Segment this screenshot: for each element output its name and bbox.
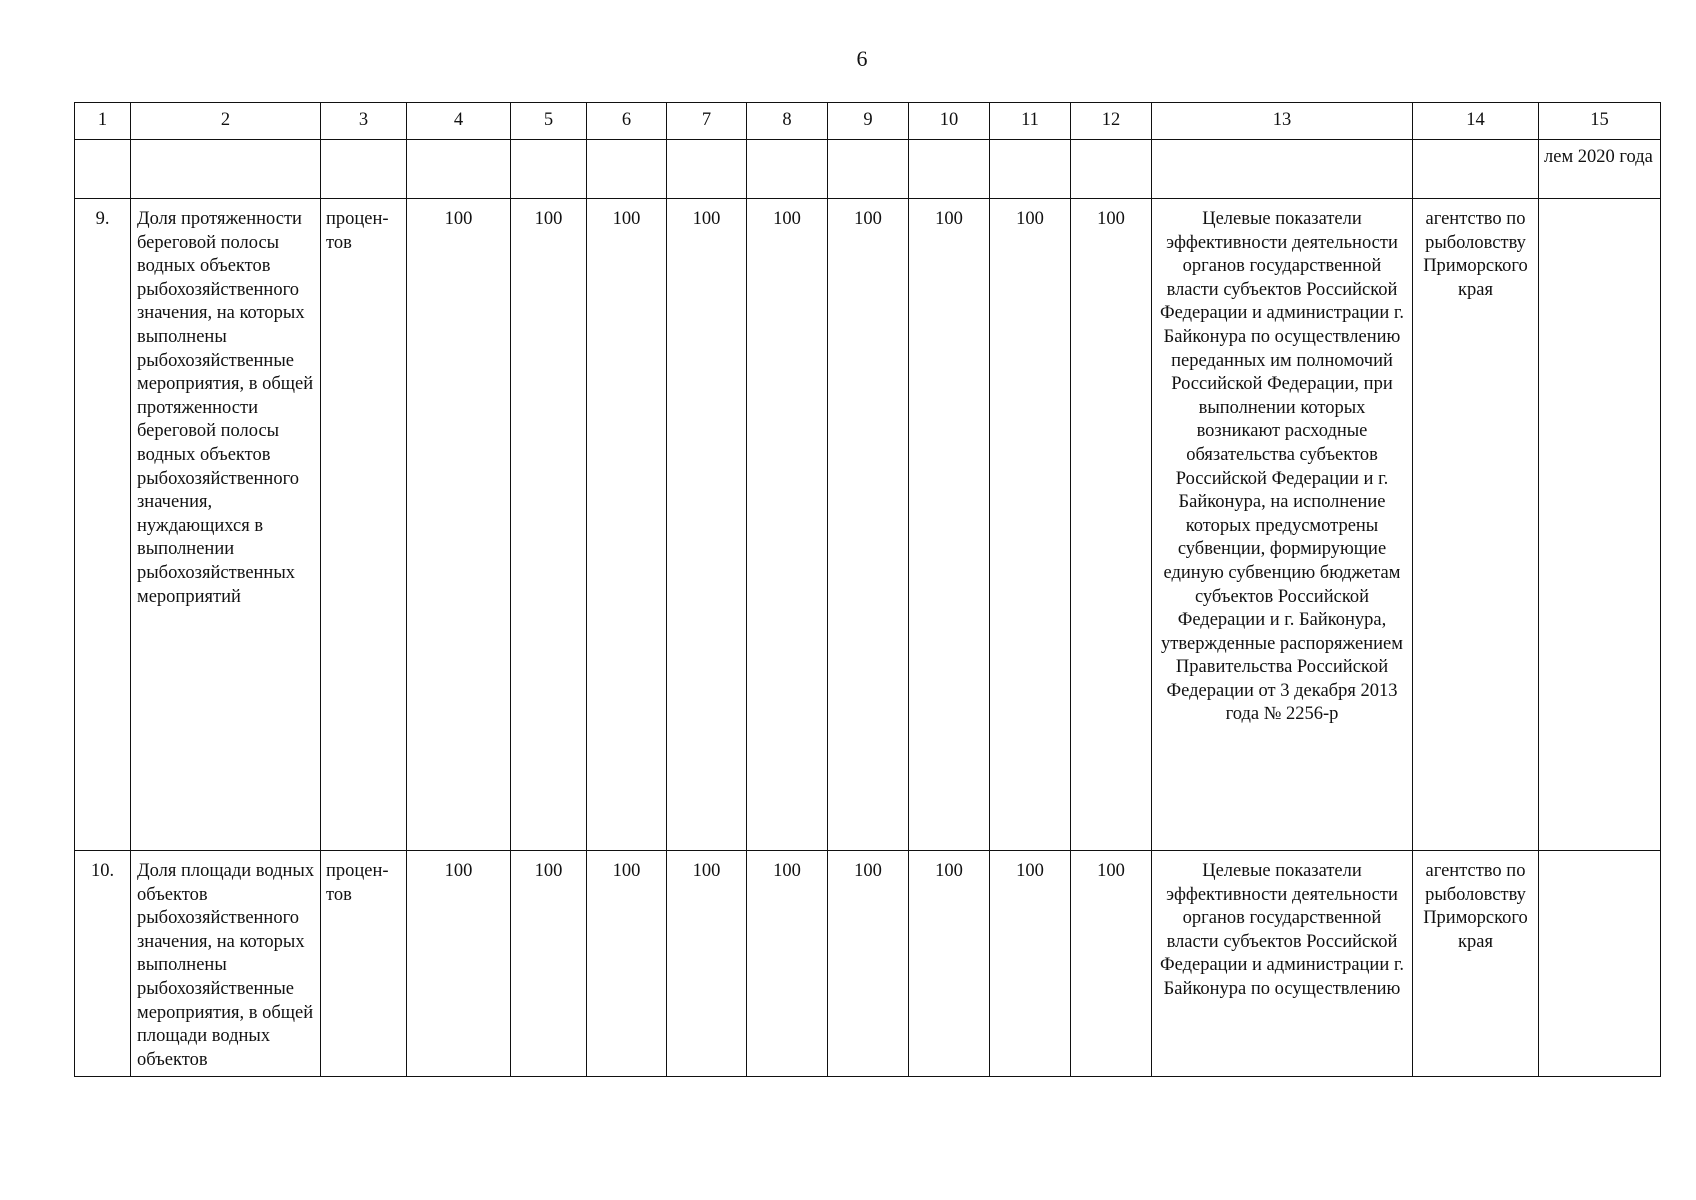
header-row bbox=[75, 103, 1661, 140]
col-header-9: 9 bbox=[828, 103, 909, 140]
value-cell: 100 bbox=[747, 199, 828, 851]
value-cell: 100 bbox=[747, 851, 828, 1077]
value-cell: 100 bbox=[909, 851, 990, 1077]
col-header-8: 8 bbox=[747, 103, 828, 140]
value-cell: 100 bbox=[407, 851, 511, 1077]
value-cell: 100 bbox=[828, 851, 909, 1077]
value-cell: 100 bbox=[667, 199, 747, 851]
responsible-agency: агентство по рыболовству Приморского края bbox=[1413, 851, 1539, 1077]
value-cell: 100 bbox=[587, 851, 667, 1077]
value-cell: 100 bbox=[990, 199, 1071, 851]
unit-cell: процен-тов bbox=[321, 851, 407, 1077]
col-header-7: 7 bbox=[667, 103, 747, 140]
note-cell bbox=[1539, 851, 1661, 1077]
col-header-5: 5 bbox=[511, 103, 587, 140]
table-row bbox=[75, 851, 1661, 1077]
page-number: 6 bbox=[856, 46, 868, 71]
indicators-table bbox=[74, 102, 1661, 1077]
value-cell: 100 bbox=[511, 199, 587, 851]
note-cell bbox=[1539, 199, 1661, 851]
value-cell: 100 bbox=[587, 199, 667, 851]
continuation-note: лем 2020 года bbox=[1539, 140, 1661, 199]
value-cell: 100 bbox=[667, 851, 747, 1077]
unit-cell: процен-тов bbox=[321, 199, 407, 851]
value-cell: 100 bbox=[1071, 199, 1152, 851]
row-number: 9. bbox=[75, 199, 131, 851]
col-header-1: 1 bbox=[75, 103, 131, 140]
indicator-name: Доля протяженности береговой полосы водных объектов рыбохозяйственного значения, на которых выполнены рыбохозяйственные мероприятия, в общей протяженности береговой полосы водных объектов рыбохозяйственного значения, нуждающихся в выполнении рыбохозяйственных мероприятий bbox=[131, 199, 321, 851]
table-row bbox=[75, 199, 1661, 851]
value-cell: 100 bbox=[909, 199, 990, 851]
value-cell: 100 bbox=[990, 851, 1071, 1077]
col-header-2: 2 bbox=[131, 103, 321, 140]
indicator-name: Доля площади водных объектов рыбохозяйственного значения, на которых выполнены рыбохозяйственные мероприятия, в общей площади водных объектов bbox=[131, 851, 321, 1077]
source-document: Целевые показатели эффективности деятельности органов государственной власти субъектов Российской Федерации и администрации г. Байконура по осуществлению переданных им полномочий Российской Федерации, при выполнении которых возникают расходные обязательства субъектов Российской Федерации и г. Байконура, на исполнение которых предусмотрены субвенции, формирующие единую субвенцию бюджетам субъектов Российской Федерации и г. Байконура, утвержденные распоряжением Правительства Российской Федерации от 3 декабря 2013 года № 2256-р bbox=[1152, 199, 1413, 851]
value-cell: 100 bbox=[511, 851, 587, 1077]
col-header-3: 3 bbox=[321, 103, 407, 140]
responsible-agency: агентство по рыболовству Приморского края bbox=[1413, 199, 1539, 851]
continuation-row bbox=[75, 140, 1661, 199]
value-cell: 100 bbox=[828, 199, 909, 851]
col-header-11: 11 bbox=[990, 103, 1071, 140]
col-header-10: 10 bbox=[909, 103, 990, 140]
col-header-15: 15 bbox=[1539, 103, 1661, 140]
value-cell: 100 bbox=[1071, 851, 1152, 1077]
col-header-12: 12 bbox=[1071, 103, 1152, 140]
row-number: 10. bbox=[75, 851, 131, 1077]
col-header-6: 6 bbox=[587, 103, 667, 140]
col-header-14: 14 bbox=[1413, 103, 1539, 140]
value-cell: 100 bbox=[407, 199, 511, 851]
col-header-4: 4 bbox=[407, 103, 511, 140]
source-document: Целевые показатели эффективности деятельности органов государственной власти субъектов Российской Федерации и администрации г. Байконура по осуществлению bbox=[1152, 851, 1413, 1077]
col-header-13: 13 bbox=[1152, 103, 1413, 140]
